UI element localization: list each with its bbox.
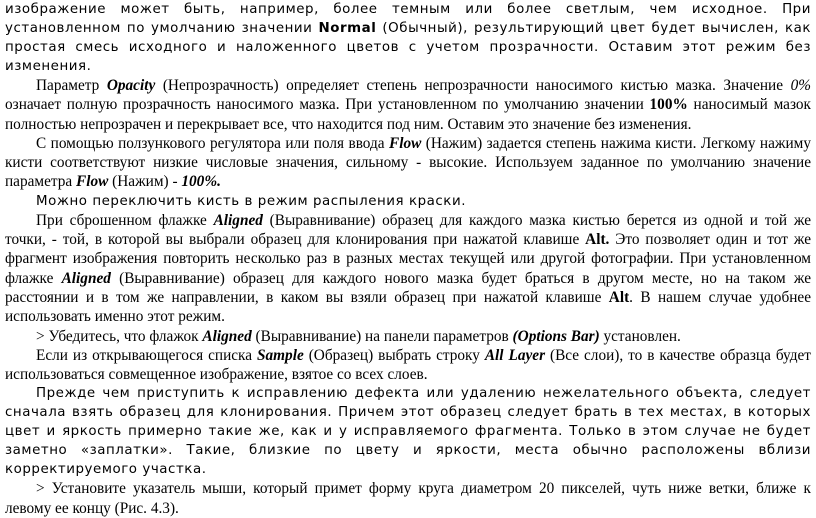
emphasis-term: 100%. [181, 173, 221, 191]
text-run: означает полную прозрачность наносимого мазка. При установленном по умолчанию значении [5, 96, 650, 114]
emphasis-term: Alt. [585, 231, 610, 249]
text-run: (Выравнивание) образец для каждого мазка кистью берется из одной и той же точки, - той, в которой вы выбрали образец для клонирования при нажатой клавише [5, 211, 811, 249]
text-run: Параметр [36, 77, 107, 94]
text-run: Это позволяет один и тот же фрагмент изображения повторить несколько раз в разных местах текущей или другой фотографии. При установленном флажке [5, 231, 811, 287]
text-run: (Выравнивание) на панели параметров [251, 327, 513, 345]
text-run: . В нашем случае удобнее использовать именно этот режим. [5, 288, 811, 326]
paragraph-7 [5, 346, 811, 385]
paragraph-9 [5, 479, 811, 518]
emphasis-term: Flow [76, 173, 109, 191]
text-run: (Нажим) - [108, 173, 182, 191]
emphasis-term: All Layer [484, 346, 546, 364]
text-run: (Обычный), результирующий цвет будет вычислен, как простая смесь исходного и наложенного цветов с учетом прозрачности. Оставим этот режим без изменения. [5, 21, 811, 74]
text-run: (Образец) выбрать строку [303, 346, 485, 364]
emphasis-term: (Options Bar) [512, 327, 600, 345]
paragraph-4 [5, 192, 811, 211]
text-run: (Нажим) задается степень нажима кисти. Легкому нажиму кисти соответствуют низкие числовые значения, сильному - высокие. Используем заданное по умолчанию значение параметра [5, 134, 811, 191]
text-run: > Установите указатель мыши, который примет форму круга диаметром 20 пикселей, чуть ниже ветки, ближе к левому ее концу (Рис. 4.3). [5, 480, 811, 517]
paragraph-1 [5, 0, 811, 76]
emphasis-term: Normal [318, 21, 377, 36]
emphasis-term: Alt [608, 288, 630, 306]
emphasis-term: Aligned [213, 211, 263, 229]
text-run: (Непрозрачность) определяет степень непрозрачности наносимого кистью мазка. Значение [155, 77, 791, 94]
paragraph-2 [5, 76, 811, 134]
paragraph-3 [5, 134, 811, 192]
emphasis-term: 100% [649, 96, 688, 114]
emphasis-term: Aligned [61, 269, 111, 287]
text-run: изображение может быть, например, более темным или более светлым, чем исходное. При установленном по умолчанию значении [5, 2, 811, 36]
text-run: наносимый мазок полностью непрозрачен и перекрывает все, что находится под ним. Оставим это значение без изменения. [5, 96, 811, 133]
text-run: > Убедитесь, что флажок [36, 327, 203, 345]
text-run: При сброшенном флажке [36, 211, 214, 229]
emphasis-term: Aligned [202, 327, 252, 345]
text-run: (Все слои), то в качестве образца будет использоваться совмещенное изображение, взятое со всех слоев. [5, 346, 811, 384]
text-run: Можно переключить кисть в режим распыления краски. [36, 193, 467, 209]
text-run: установлен. [599, 327, 681, 345]
emphasis-term: Flow [389, 134, 422, 152]
emphasis-term: 0% [790, 77, 811, 94]
emphasis-term: Sample [257, 346, 304, 364]
emphasis-term: Opacity [106, 77, 156, 94]
text-run: С помощью ползункового регулятора или поля ввода [36, 134, 390, 152]
text-run: Если из открывающегося списка [36, 346, 257, 364]
paragraph-5 [5, 211, 811, 327]
paragraph-8 [5, 384, 811, 479]
text-run: (Выравнивание) образец для каждого нового мазка будет браться в другом месте, но на таком же расстоянии и в том же направлении, в каком вы взяли образец при нажатой клавише [5, 269, 812, 306]
paragraph-6 [5, 327, 811, 346]
text-run: Прежде чем приступить к исправлению дефекта или удалению нежелательного объекта, следует сначала взять образец для клонирования. Причем этот образец следует брать в тех местах, в которых цвет и яркость примерно такие же, как и у исправляемого фрагмента. Только в этом случае не будет заметно «заплатки». Такие, близкие по цвету и яркости, места обычно расположены вблизи корректируемого участка. [5, 386, 811, 478]
